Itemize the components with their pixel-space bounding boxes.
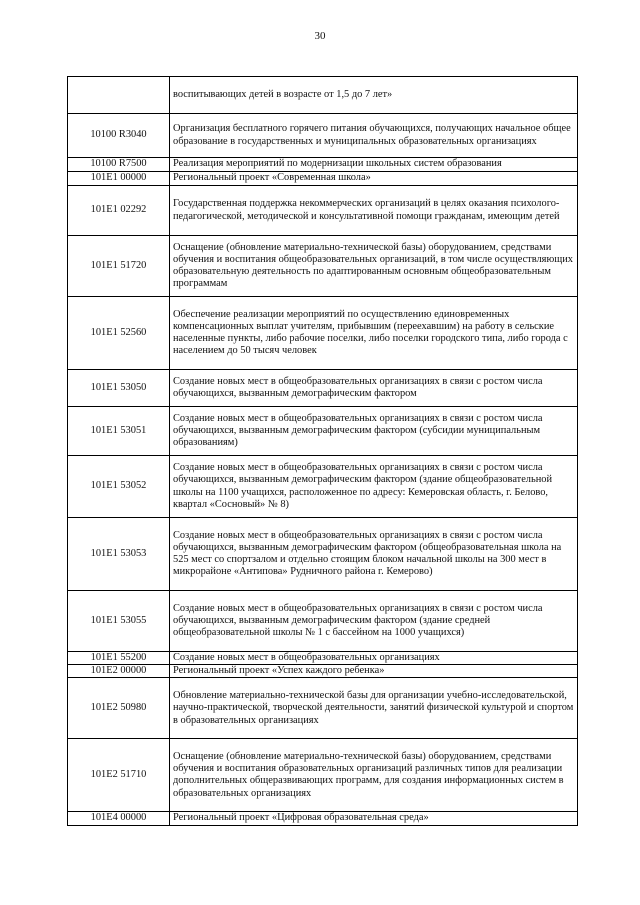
table-row [68,678,578,739]
row-code: 101E1 53053 [68,518,170,591]
row-code: 101E1 02292 [68,186,170,236]
row-code: 101E1 00000 [68,172,170,186]
row-description: воспитывающих детей в возрасте от 1,5 до 7 лет» [170,77,578,114]
row-description: Создание новых мест в общеобразовательных организациях [170,652,578,665]
table-row [68,518,578,591]
row-code: 101E1 52560 [68,297,170,370]
table-row [68,591,578,652]
row-description: Организация бесплатного горячего питания обучающихся, получающих начальное общее образование в государственных и муниципальных образовательных организациях [170,114,578,158]
table-row [68,114,578,158]
row-description: Создание новых мест в общеобразовательных организациях в связи с ростом числа обучающихся, вызванным демографическим фактором (здание общеобразовательной школы на 1100 учащихся, расположенное по адресу: Кемеровская область, г. Белово, квартал «Сосновый» № 8) [170,456,578,518]
table-row [68,652,578,665]
table-row [68,158,578,172]
table-row [68,77,578,114]
row-description: Оснащение (обновление материально-технической базы) оборудованием, средствами обучения и воспитания образовательных организаций различных типов для реализации дополнительных общеразвивающих программ, для создания информационных систем в образовательных организациях [170,739,578,812]
budget-classification-table [67,76,578,826]
row-description: Реализация мероприятий по модернизации школьных систем образования [170,158,578,172]
row-description: Региональный проект «Успех каждого ребенка» [170,665,578,678]
page-number: 30 [314,30,326,42]
table-row [68,370,578,407]
row-code: 101E4 00000 [68,812,170,825]
row-code: 101E1 53050 [68,370,170,407]
row-description: Создание новых мест в общеобразовательных организациях в связи с ростом числа обучающихся, вызванным демографическим фактором [170,370,578,407]
row-description: Обеспечение реализации мероприятий по осуществлению единовременных компенсационных выплат учителям, прибывшим (переехавшим) на работу в сельские населенные пункты, либо рабочие поселки, либо поселки городского типа, либо города с населением до 50 тысяч человек [170,297,578,370]
table-row [68,172,578,186]
row-code: 101E1 53055 [68,591,170,652]
row-description: Региональный проект «Цифровая образовательная среда» [170,812,578,825]
row-description: Обновление материально-технической базы для организации учебно-исследовательской, научно-практической, творческой деятельности, занятий физической культурой и спортом в образовательных организациях [170,678,578,739]
row-code: 101E1 55200 [68,652,170,665]
row-code: 101E1 53051 [68,407,170,456]
table-row [68,739,578,812]
row-description: Создание новых мест в общеобразовательных организациях в связи с ростом числа обучающихся, вызванным демографическим фактором (общеобразовательная школа на 525 мест со спортзалом и отдельно стоящим блоком начальной школы на 300 мест в микрорайоне «Антипова» Рудничного района г. Кемерово) [170,518,578,591]
table-row [68,407,578,456]
row-code: 10100 R3040 [68,114,170,158]
row-code: 10100 R7500 [68,158,170,172]
row-description: Создание новых мест в общеобразовательных организациях в связи с ростом числа обучающихся, вызванным демографическим фактором (субсидии муниципальным образованиям) [170,407,578,456]
row-code [68,77,170,114]
table-row [68,297,578,370]
row-code: 101E1 53052 [68,456,170,518]
row-description: Создание новых мест в общеобразовательных организациях в связи с ростом числа обучающихся, вызванным демографическим фактором (здание средней общеобразовательной школы № 1 с бассейном на 1000 учащихся) [170,591,578,652]
row-code: 101E2 00000 [68,665,170,678]
row-code: 101E2 51710 [68,739,170,812]
row-description: Региональный проект «Современная школа» [170,172,578,186]
row-code: 101E2 50980 [68,678,170,739]
row-code: 101E1 51720 [68,236,170,297]
row-description: Государственная поддержка некоммерческих организаций в целях оказания психолого-педагогической, методической и консультативной помощи гражданам, имеющим детей [170,186,578,236]
table-row [68,812,578,825]
table-row [68,186,578,236]
table-row [68,456,578,518]
table-row [68,236,578,297]
row-description: Оснащение (обновление материально-технической базы) оборудованием, средствами обучения и воспитания общеобразовательных организаций, в том числе осуществляющих образовательную деятельность по адаптированным основным общеобразовательным программам [170,236,578,297]
table-row [68,665,578,678]
